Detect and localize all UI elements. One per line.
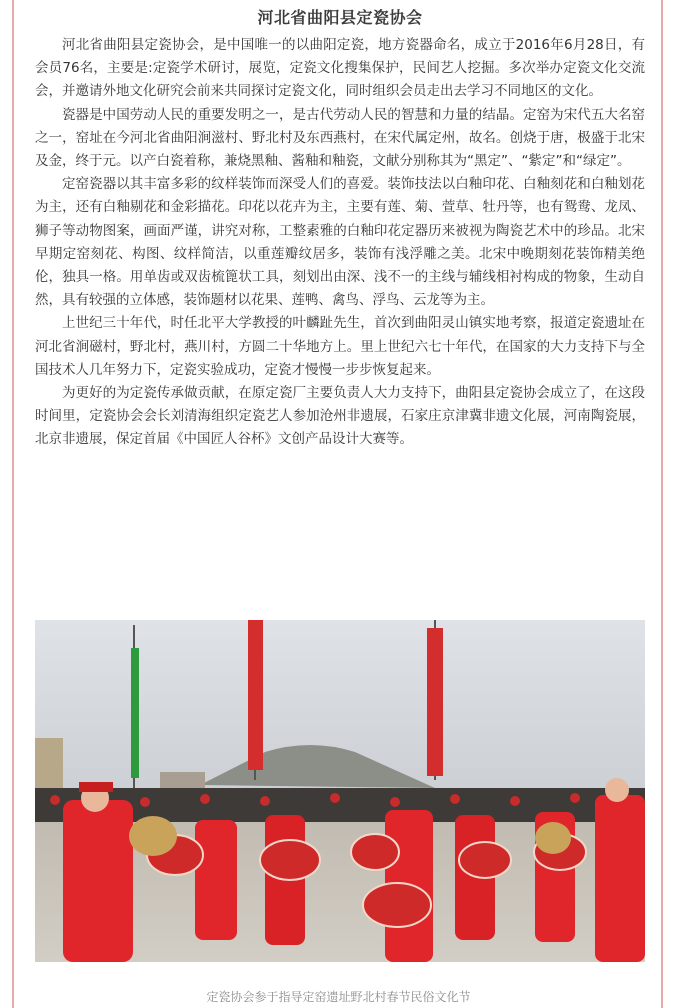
festival-photo-illustration: [35, 620, 645, 962]
paragraph-intro: 河北省曲阳县定瓷协会，是中国唯一的以曲阳定瓷，地方瓷器命名，成立于2016年6月28日，有会员76名，主要是:定瓷学术研讨，展览，定瓷文化搜集保护，民间艺人挖掘。多次举办定瓷文化交流会，并邀请外地文化研究会前来共同探讨定瓷文化，同时组织会员走出去学习不同地区的文化。: [35, 37, 645, 100]
paragraph-history: 瓷器是中国劳动人民的重要发明之一，是古代劳动人民的智慧和力量的结晶。定窑为宋代五大名窑之一，窑址在今河北省曲阳涧滋村、野北村及东西燕村，在宋代属定州，故名。创烧于唐，极盛于北宋及金，终于元。以产白瓷着称，兼烧黑釉、酱釉和釉瓷，文献分别称其为“黑定”、“紫定”和“绿定”。: [35, 106, 645, 170]
paragraph-revival: 上世纪三十年代，时任北平大学教授的叶麟趾先生，首次到曲阳灵山镇实地考察，报道定瓷遗址在河北省涧磁村，野北村，燕川村，方圆二十华地方上。里上世纪六七十年代，在国家的大力支持下与全国技术人几年努力下，定瓷实验成功，定瓷才慢慢一步步恢复起来。: [35, 315, 645, 378]
banner-green: [131, 648, 139, 778]
article-body: [35, 0, 645, 452]
article-title: 河北省曲阳县定瓷协会: [257, 8, 423, 27]
banner-red-right: [427, 628, 443, 776]
banner-red-mid: [248, 620, 263, 770]
paragraph-decoration: 定窑瓷器以其丰富多彩的纹样装饰而深受人们的喜爱。装饰技法以白釉印花、白釉刻花和白釉划花为主，还有白釉剔花和金彩描花。印花以花卉为主，主要有莲、菊、萱草、牡丹等，也有鸳鸯、龙凤、狮子等动物图案，画面严谨，讲究对称，工整素雅的白釉印花定器历来被视为陶瓷艺术中的珍品。北宋早期定窑刻花、构图、纹样简洁，以重莲瓣纹居多，装饰有浅浮雕之美。北宋中晚期刻花装饰精美绝伦，独具一格。用单齿或双齿梳篦状工具，刻划出由深、浅不一的主线与辅线相衬构成的物象，生动自然，具有较强的立体感，装饰题材以花果、莲鸭、禽鸟、浮鸟、云龙等为主。: [35, 176, 645, 309]
paragraph-association: 为更好的为定瓷传承做贡献，在原定瓷厂主要负责人大力支持下，曲阳县定瓷协会成立了，在这段时间里，定瓷协会会长刘清海组织定瓷艺人参加沧州非遗展，石家庄京津冀非遗文化展，河南陶瓷展，北京非遗展，保定首届《中国匠人谷杯》文创产品设计大赛等。: [35, 385, 645, 448]
photo-caption: 定瓷协会参于指导定窑遗址野北村春节民俗文化节: [206, 990, 471, 1004]
festival-photo: [35, 620, 645, 962]
